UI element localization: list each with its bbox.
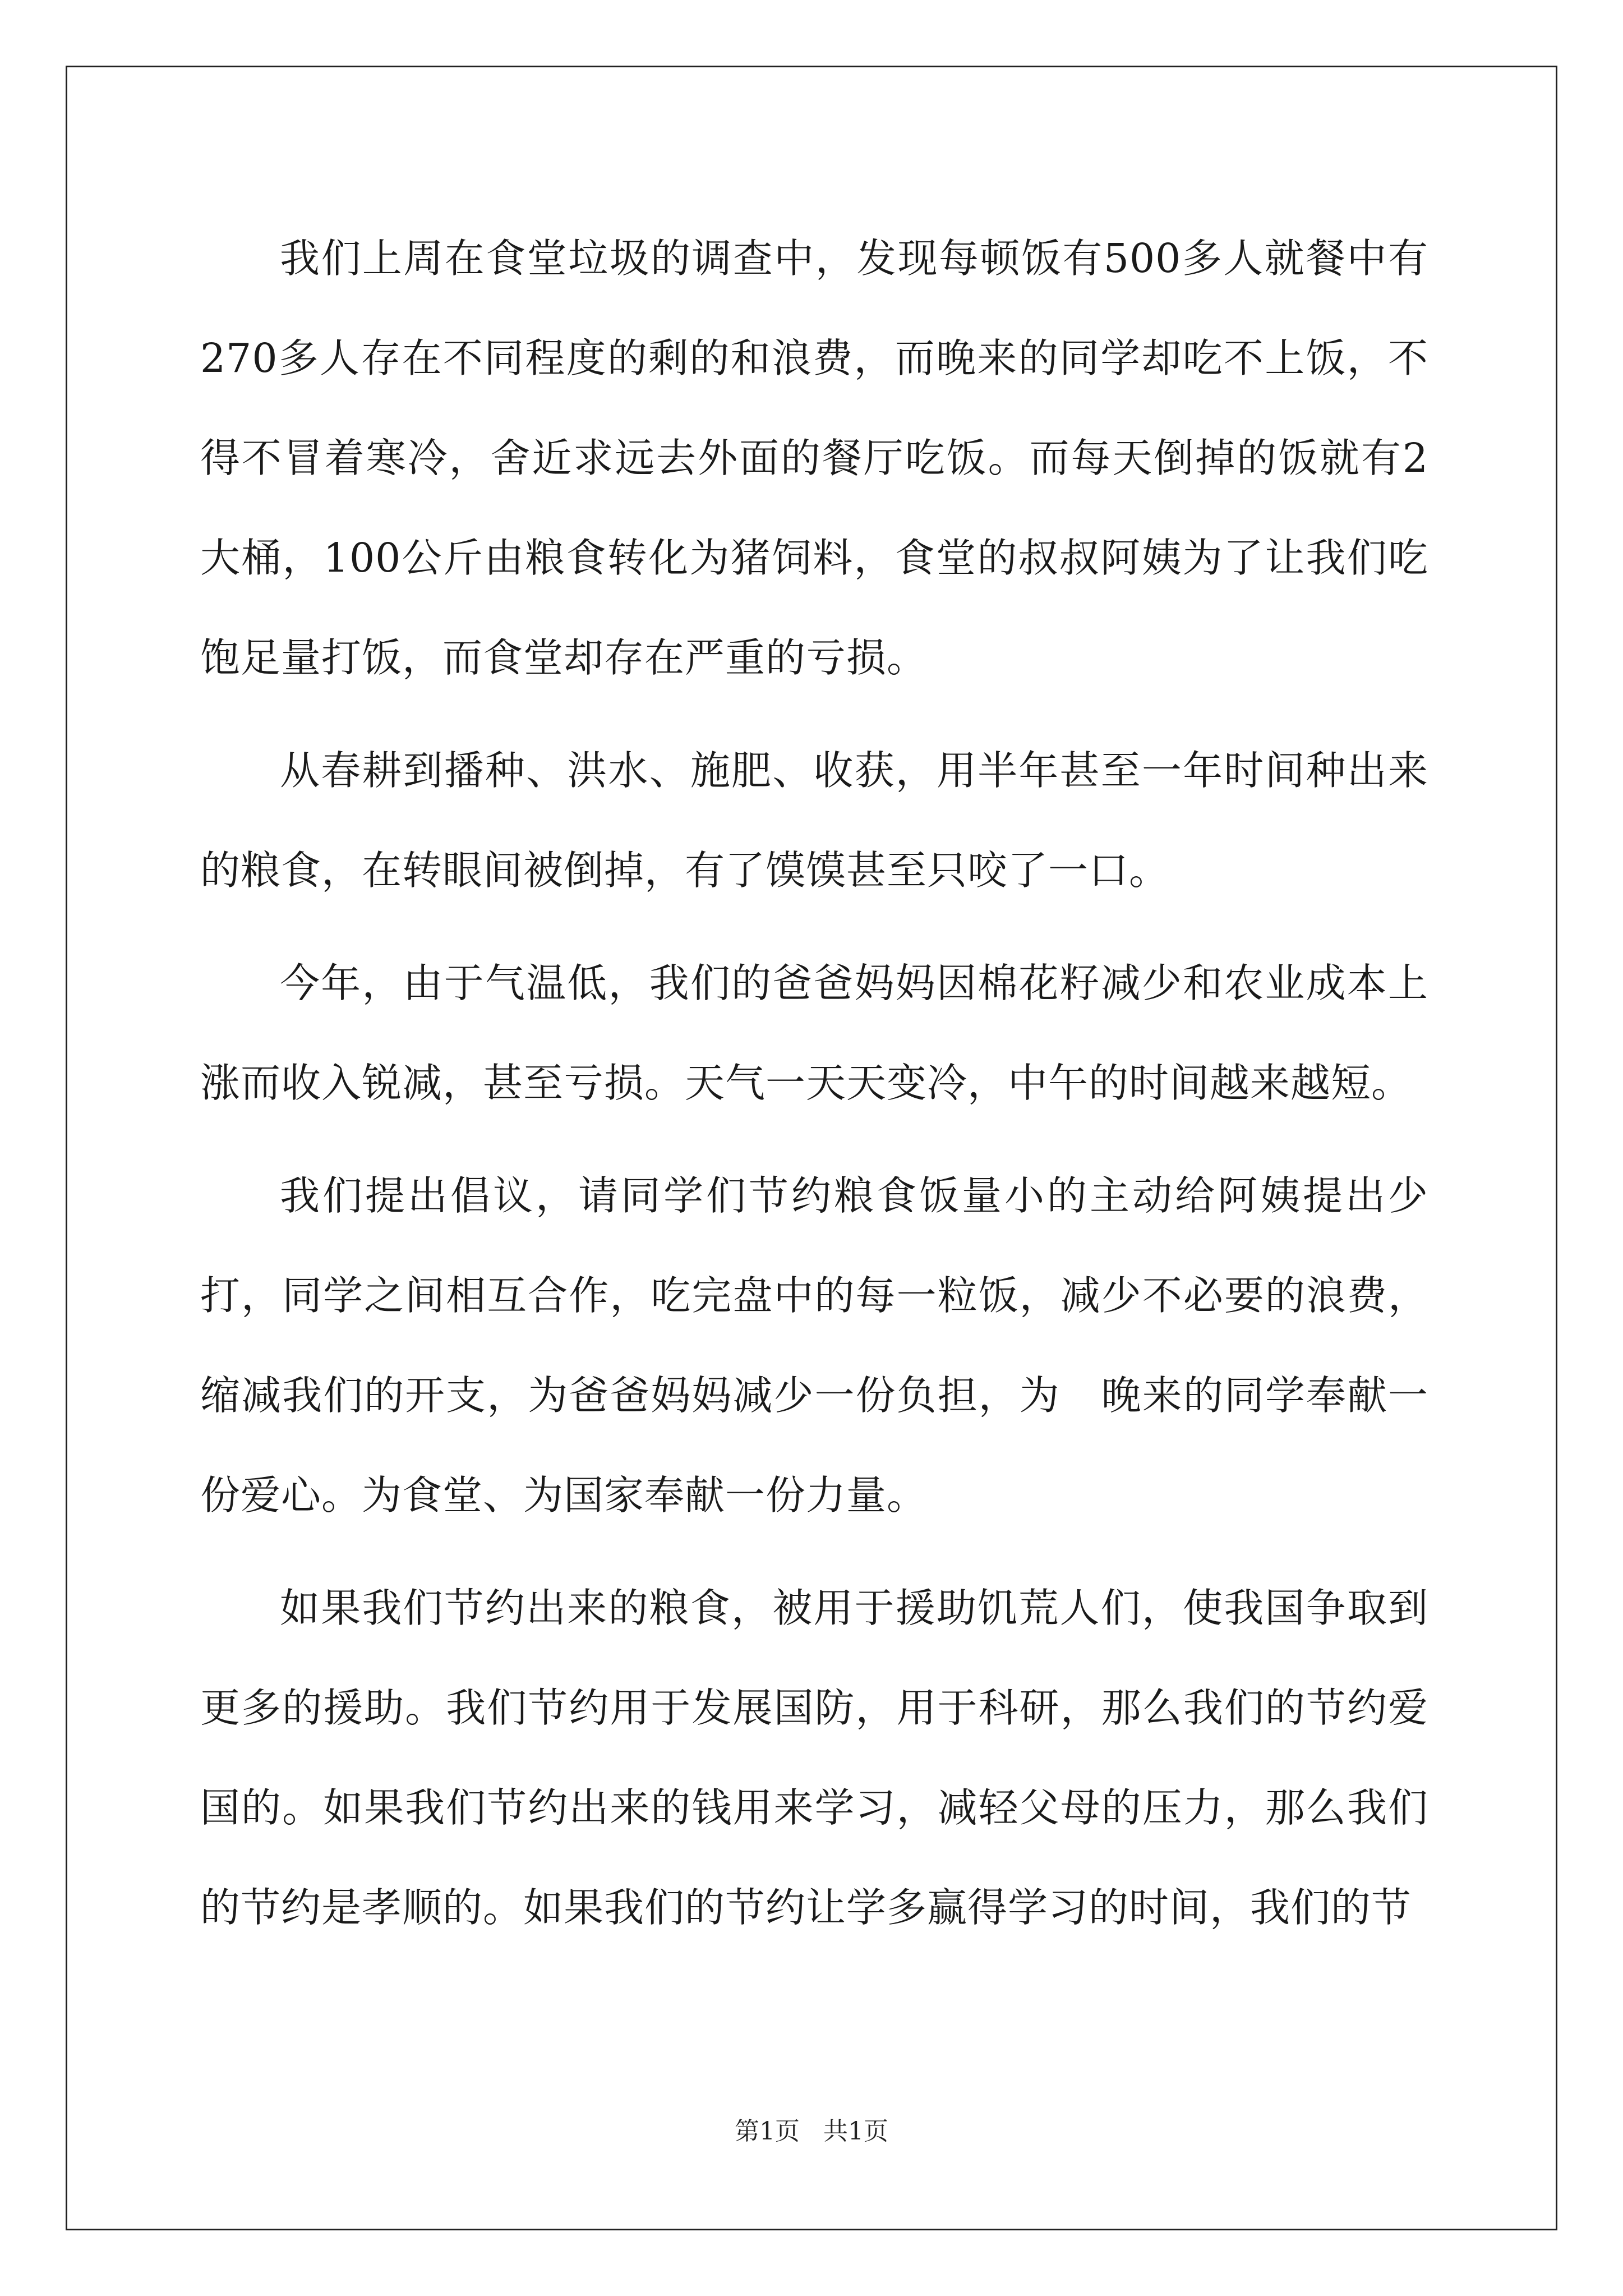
paragraph-5: 如果我们节约出来的粮食，被用于援助饥荒人们，使我国争取到更多的援助。我们节约用于发展国防，用于科研，那么我们的节约爱国的。如果我们节约出来的钱用来学习，减轻父母的压力，那么我们的节约是孝顺的。如果我们的节约让学多赢得学习的时间，我们的节 bbox=[200, 1585, 1428, 1931]
paragraph-4: 我们提出倡议，请同学们节约粮食饭量小的主动给阿姨提出少打，同学之间相互合作，吃完盘中的每一粒饭，减少不必要的浪费，缩减我们的开支，为爸爸妈妈减少一份负担，为 晚来的同学奉献一份爱心。为食堂、为国家奉献一份力量。 bbox=[200, 1172, 1428, 1519]
paragraph-2: 从春耕到播种、洪水、施肥、收获，用半年甚至一年时间种出来的粮食，在转眼间被倒掉，有了馍馍甚至只咬了一口。 bbox=[200, 747, 1428, 894]
paragraph-1: 我们上周在食堂垃圾的调查中，发现每顿饭有500多人就餐中有270多人存在不同程度的剩的和浪费，而晚来的同学却吃不上饭，不得不冒着寒冷，舍近求远去外面的餐厅吃饭。而每天倒掉的饭就有2大桶，100公斤由粮食转化为猪饲料，食堂的叔叔阿姨为了让我们吃饱足量打饭，而食堂却存在严重的亏损。 bbox=[200, 235, 1428, 681]
page-count: 共1页 bbox=[823, 2117, 888, 2146]
document-body bbox=[200, 209, 1428, 1971]
page-number: 第1页 bbox=[735, 2117, 800, 2146]
page-footer bbox=[0, 2115, 1623, 2148]
paragraph-3: 今年，由于气温低，我们的爸爸妈妈因棉花籽减少和农业成本上涨而收入锐减，甚至亏损。天气一天天变冷，中午的时间越来越短。 bbox=[200, 960, 1428, 1106]
